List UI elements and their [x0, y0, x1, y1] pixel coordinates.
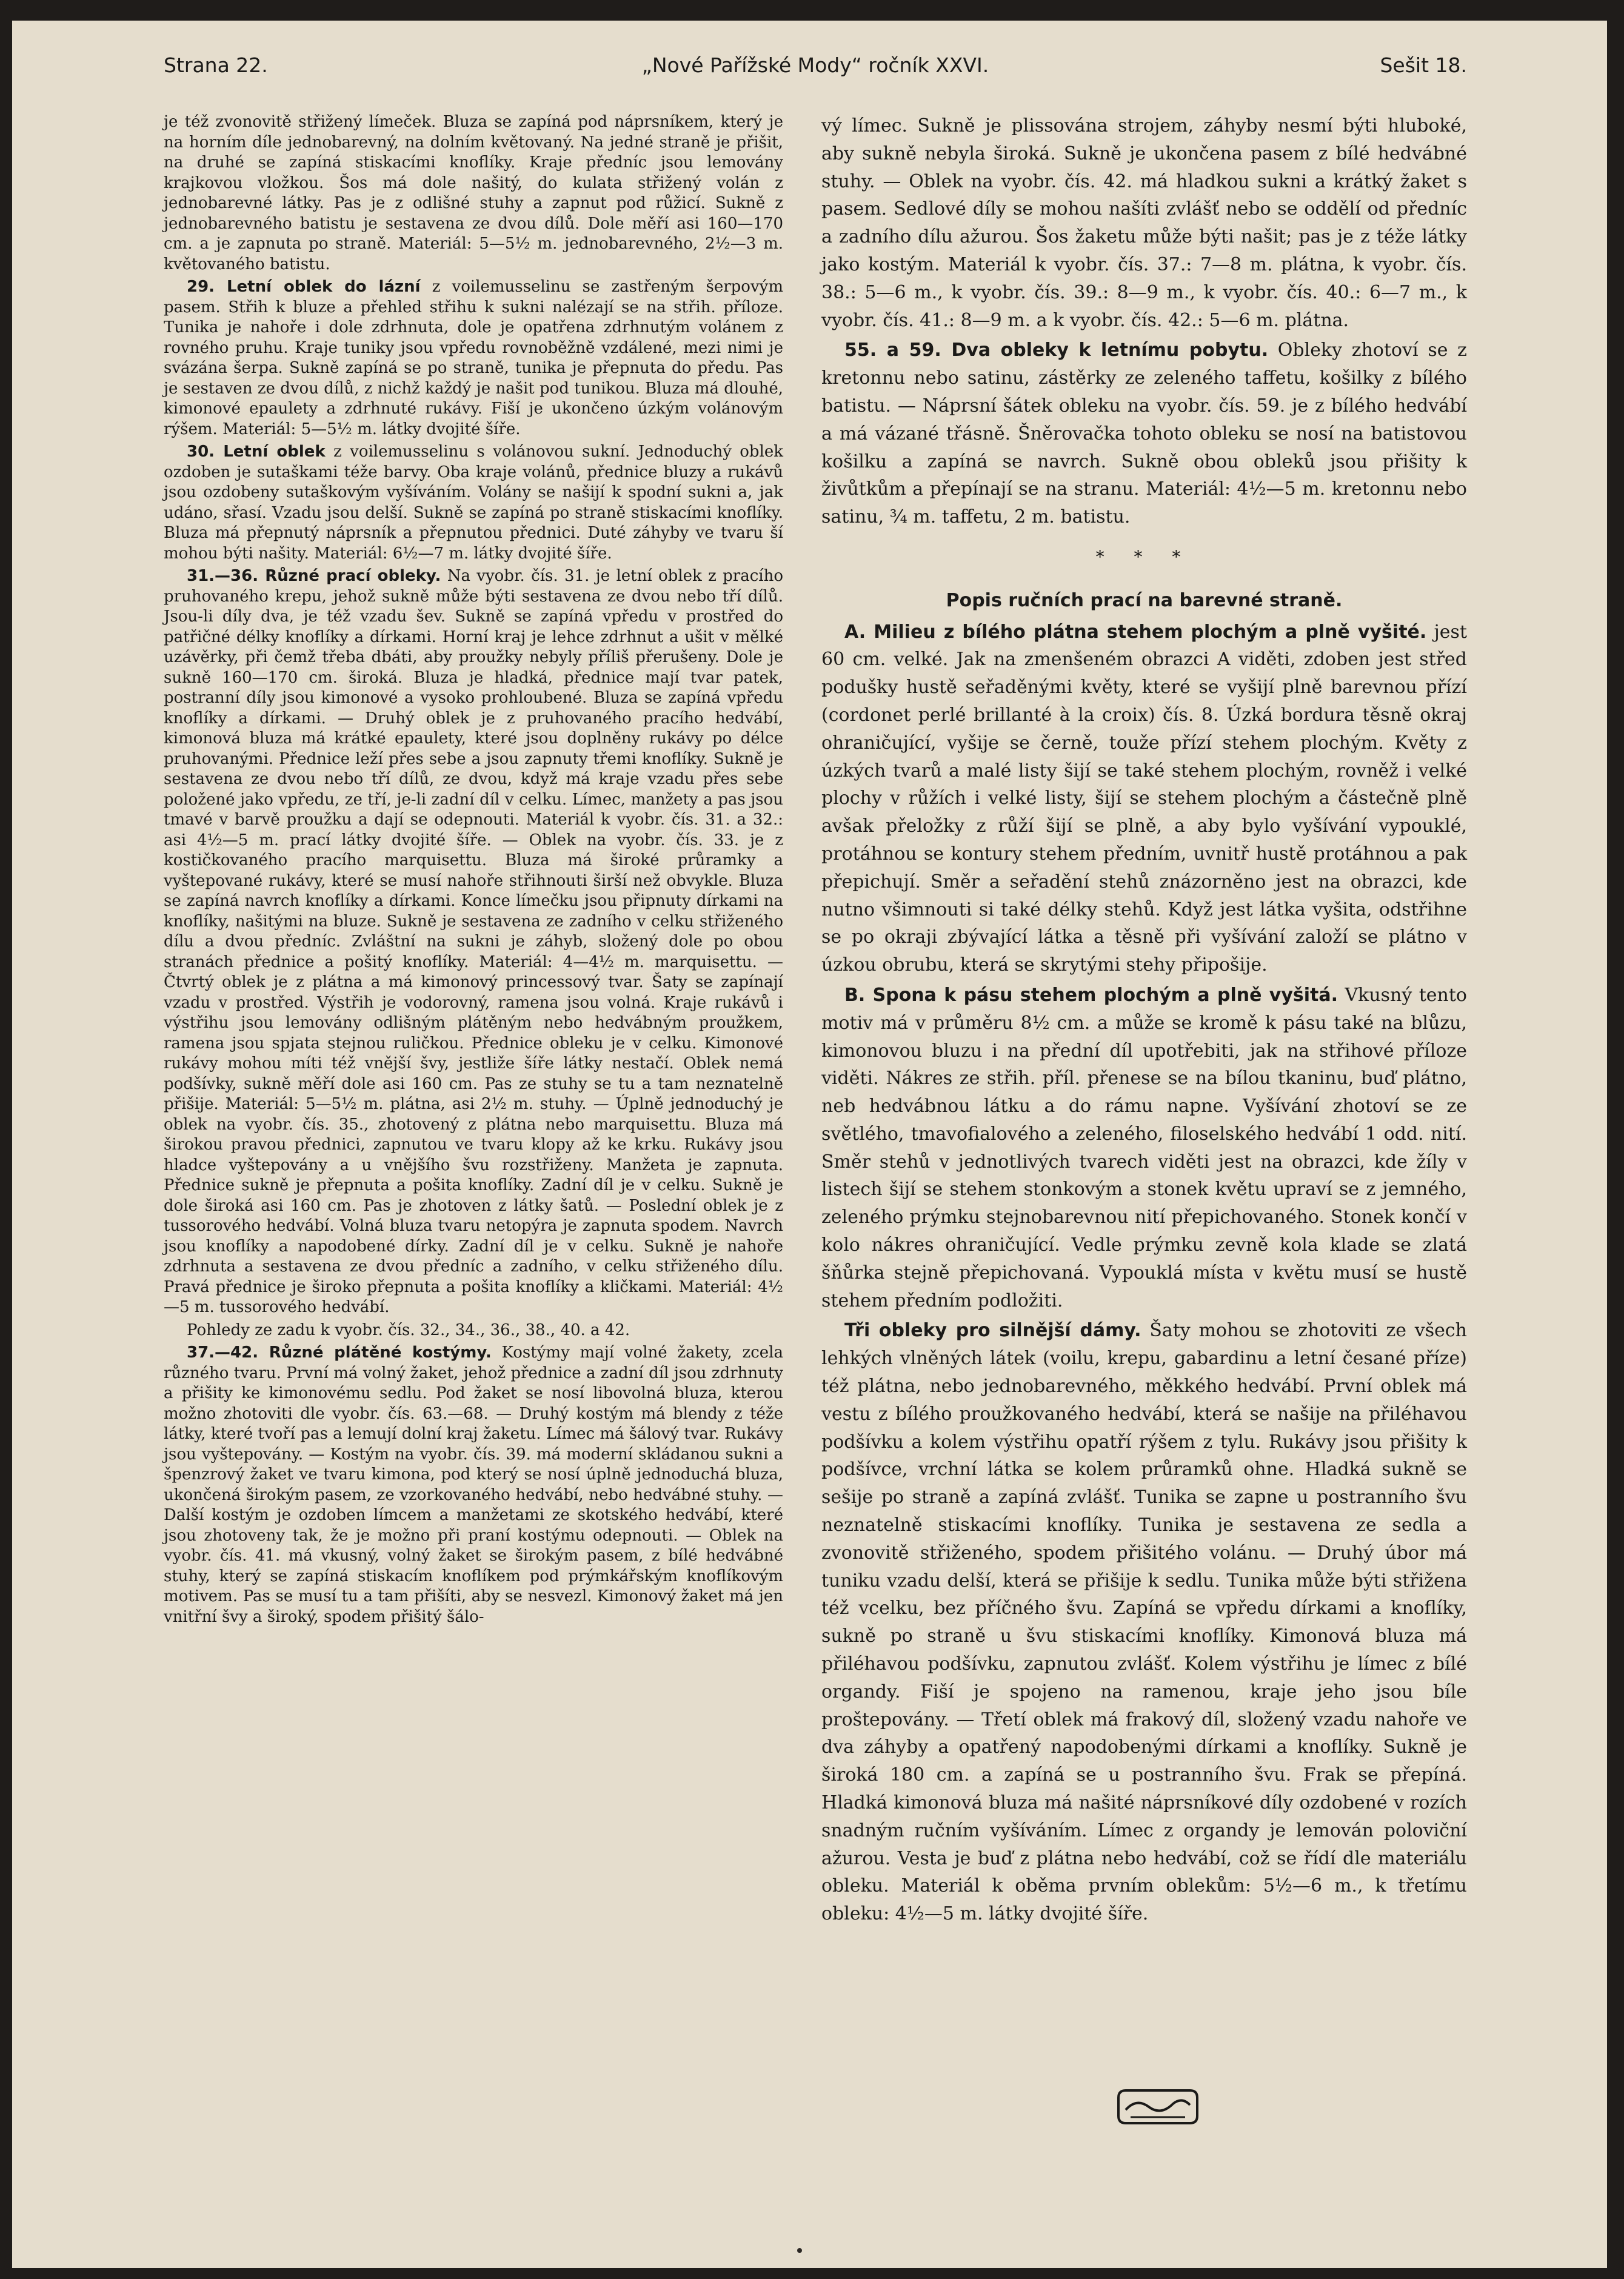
paragraph: Pohledy ze zadu k vyobr. čís. 32., 34., 36., 38., 40. a 42.	[187, 1320, 630, 1339]
paragraph: Tři obleky pro silnější dámy. Šaty mohou se zhotoviti ze všech lehkých vlněných látek (voilu, krepu, gabardinu a letní česané příze) též plátna, nebo jednobarevného, měkkého hedvábí. První oblek má vestu z bílého proužkovaného hedvábí, která se našije na přiléhavou podšívku a kolem výstřihu opatří rýšem z tylu. Rukávy jsou přišity k podšívce, vrchní látka se kolem průramků ohne. Hladká sukně se sešije po straně a zapíná zvlášť. Tunika se zapne u postranního švu neznatelně stiskacími knoflíky. Tunika je sestavena ze sedla a zvonovitě střiženého, spodem přišitého volánu. — Druhý úbor má tuniku vzadu delší, která se přišije k sedlu. Tunika může býti střižena též vcelku, bez příčného švu. Zapíná se vpředu dírkami a knoflíky, sukně po straně u švu stiskacími knoflíky. Kimonová bluza má přiléhavou podšívku, zapnutou zvlášť. Kolem výstřihu je límec z bílé organdy. Fiší je spojeno na ramenou, kraje jeho jsou bíle proštepovány. — Třetí oblek má frakový díl, složený vzadu nahoře ve dva záhyby a opatřený napodobenými dírkami a knoflíky. Sukně je široká 180 cm. a zapíná se u postranního švu. Frak se přepíná. Hladká kimonová bluza má našité náprsníkové díly ozdobené v rozích snadným ručním vyšíváním. Límec z organdy je lemován poloviční ažurou. Vesta je buď z plátna nebo hedvábí, což se řídí dle materiálu obleku. Materiál k oběma prvním oblekům: 5½—6 m., k třetímu obleku: 4½—5 m. látky dvojité šíře.	[821, 1320, 1467, 1925]
section-divider-stars: * * *	[1095, 546, 1193, 567]
header-journal-title: „Nové Pařížské Mody“ ročník XXVI.	[641, 53, 989, 77]
paragraph: 29. Letní oblek do lázní z voilemusselinu se zastřeným šerpovým pasem. Střih k bluze a přehled střihu k sukni nalézají se na střih. příloze. Tunika je nahoře i dole zdrhnuta, dole je opatřena zdrhnutým volánem z rovného pruhu. Kraje tuniky jsou vpředu rovnoběžně vzdálené, mezi nimi je svázána šerpa. Sukně zapíná se po straně, tunika je přepnuta do předu. Pas je sestaven ze dvou dílů, z nichž každý je našit pod tunikou. Bluza má dlouhé, kimonové epaulety a zdrhnuté rukávy. Fiší je ukončeno úzkým volánovým rýšem. Materiál: 5—5½ m. látky dvojité šíře.	[164, 278, 783, 438]
page-content	[164, 42, 1467, 2249]
scan-edge-right	[1607, 0, 1624, 2279]
header-issue-number: Sešit 18.	[1380, 53, 1467, 77]
bottom-mark	[797, 2248, 802, 2253]
paragraph: 37.—42. Různé plátěné kostýmy. Kostýmy mají volné žakety, zcela různého tvaru. První má volný žaket, jehož přednice a zadní díl jsou zdrhnuty a přišity ke kimonovému sedlu. Pod žaket se nosí libovolná bluza, kterou možno zhotoviti dle vyobr. čís. 63.—68. — Druhý kostým má blendy z téže látky, které tvoří pas a lemují dolní kraj žaketu. Límec má šálový tvar. Rukávy jsou vyštepovány. — Kostým na vyobr. čís. 39. má moderní skládanou sukni a špenzrový žaket ve tvaru kimona, pod který se nosí úplně jednoduchá bluza, ukončená širokým pasem, ze vzorkovaného hedvábí, nebo hedvábné stuhy. — Další kostým je ozdoben límcem a manžetami ze skotského hedvábí, které jsou zhotoveny tak, že je možno při praní kostýmu odepnouti. — Oblek na vyobr. čís. 41. má vkusný, volný žaket se širokým pasem, z bílé hedvábné stuhy, který se zapíná stiskacím knoflíkem pod prýmkářským knoflíkovým motivem. Pas se musí tu a tam přišíti, aby se nesvezl. Kimonový žaket má jen vnitřní švy a široký, spodem přišitý šálo-	[164, 1344, 783, 1626]
section-title: Popis ručních prací na barevné straně.	[946, 589, 1343, 611]
scan-edge-top	[0, 0, 1624, 21]
left-column	[164, 112, 783, 1627]
paragraph: 55. a 59. Dva obleky k letnímu pobytu. Obleky zhotoví se z kretonnu nebo satinu, zástěrky ze zeleného taffetu, košilky z bílého batistu. — Náprsní šátek obleku na vyobr. čís. 59. je z bílého hedvábí a má vázané třásně. Šněrovačka tohoto obleku se nosí na batistovou košilku a zapíná se navrch. Sukně obou obleků jsou přišity k živůtkům a přepínají se na stranu. Materiál: 4½—5 m. kretonnu nebo satinu, ¾ m. taffetu, 2 m. batistu.	[821, 340, 1467, 528]
header-page-number: Strana 22.	[164, 53, 268, 77]
running-header	[164, 42, 1467, 79]
paragraph: 30. Letní oblek z voilemusselinu s volánovou sukní. Jednoduchý oblek ozdoben je sutaškami téže barvy. Oba kraje volánů, přednice bluzy a rukávů jsou ozdobeny sutaškovým vyšíváním. Volány se našijí k spodní sukni a, jak udáno, sřasí. Vzadu jsou delší. Sukně se zapíná po straně stiskacími knoflíky. Bluza má přepnutý náprsník a přepnutou přednici. Duté záhyby ve tvaru ší mohou býti našity. Materiál: 6½—7 m. látky dvojité šíře.	[164, 443, 783, 563]
right-column	[821, 112, 1467, 1928]
paragraph: je též zvonovitě střižený límeček. Bluza se zapíná pod náprsníkem, který je na horním díle jednobarevný, na dolním květovaný. Na jedné straně je přišit, na druhé se zapíná stiskacími knoflíky. Kraje předníc jsou lemovány krajkovou vložkou. Šos má dole našitý, do kulata střižený volán z jednobarevné látky. Pas je z odlišné stuhy a zapnut pod růžicí. Sukně z jednobarevného batistu je sestavena ze dvou dílů. Dole měří asi 160—170 cm. a je zapnuta po straně. Materiál: 5—5½ m. jednobarevného, 2½—3 m. květovaného batistu.	[164, 113, 783, 273]
end-ornament-icon	[1112, 2086, 1203, 2128]
scan-edge-left	[0, 0, 12, 2279]
paragraph: A. Milieu z bílého plátna stehem plochým a plně vyšité. jest 60 cm. velké. Jak na zmenšeném obrazci A viděti, zdoben jest střed podušky hustě seřaděnými květy, které se vyšijí plně barevnou přízí (cordonet perlé brillanté à la croix) čís. 8. Úzká bordura těsně okraj ohraničující, vyšije se černě, touže přízí stehem plochým. Květy z úzkých tvarů a malé listy šijí se také stehem plochým, rovněž i velké plochy v růžích i velké listy, šijí se stehem plochým a částečně plně avšak přeložky z růží šijí se plně, a aby bylo vyšívání vypouklé, protáhnou se kontury stehem předním, uvnitř hustě protáhnou a pak přepichují. Směr a seřadění stehů znázorněno jest na obrazci, kde nutno všimnouti si také délky stehů. Když jest látka vyšita, odstřihne se po okraji zbývající látka a těsně při vyšívání založí se plátno v úzkou obrubu, která se skrytými stehy připošije.	[821, 621, 1467, 976]
paragraph: vý límec. Sukně je plissována strojem, záhyby nesmí býti hluboké, aby sukně nebyla široká. Sukně je ukončena pasem z bílé hedvábné stuhy. — Oblek na vyobr. čís. 42. má hladkou sukni a krátký žaket s pasem. Sedlové díly se mohou našíti zvlášť nebo se oddělí od předníc a zadního dílu ažurou. Šos žaketu může býti našit; pas je z téže látky jako kostým. Materiál k vyobr. čís. 37.: 7—8 m. plátna, k vyobr. čís. 38.: 5—6 m., k vyobr. čís. 39.: 8—9 m., k vyobr. čís. 40.: 6—7 m., k vyobr. čís. 41.: 8—9 m. a k vyobr. čís. 42.: 5—6 m. plátna.	[821, 115, 1467, 331]
paragraph: 31.—36. Různé prací obleky. Na vyobr. čís. 31. je letní oblek z pracího pruhovaného krepu, jehož sukně může býti sestavena ze dvou nebo tří dílů. Jsou-li díly dva, je též vzadu šev. Sukně se zapíná vpředu v prostřed do patřičné délky knoflíky a dírkami. Horní kraj je lehce zdrhnut a ušit v mělké uzávěrky, při čemž třeba dbáti, aby proužky nebyly příliš přerušeny. Dole je sukně 160—170 cm. široká. Bluza je hladká, přednice mají tvar patek, postranní díly jsou kimonové a vysoko prohloubené. Bluza se zapíná vpředu knoflíky a dírkami. — Druhý oblek je z pruhovaného pracího hedvábí, kimonová bluza má krátké epaulety, které jsou doplněny rukávy po délce pruhovanými. Přednice leží přes sebe a jsou zapnuty třemi knoflíky. Sukně je sestavena ze dvou nebo tří dílů, ze dvou, když má kraje vzadu přes sebe položené jako vpředu, ze tří, je-li zadní díl v celku. Límec, manžety a pas jsou tmavé v barvě proužku a dají se odepnouti. Materiál k vyobr. čís. 31. a 32.: asi 4½—5 m. prací látky dvojité šíře. — Oblek na vyobr. čís. 33. je z kostičkovaného pracího marquisettu. Bluza má široké průramky a vyštepované rukávy, které se musí nahoře střihnouti širší než obvykle. Bluza se zapíná navrch knoflíky a dírkami. Konce límečku jsou připnuty dírkami na knoflíky, našitými na bluze. Sukně je sestavena ze zadního v celku střiženého dílu a dvou předníc. Zvláštní na sukni je záhyb, složený dole po obou stranách přednice a pošitý knoflíky. Materiál: 4—4½ m. marquisettu. — Čtvrtý oblek je z plátna a má kimonový princessový tvar. Šaty se zapínají vzadu v prostřed. Výstřih je vodorovný, ramena jsou volná. Kraje rukávů i výstřihu jsou lemovány odlišným plátěným nebo hedvábným proužkem, ramena jsou spjata stejnou ruličkou. Přednice obleku je v celku. Kimonové rukávy mohou míti též vnější švy, jestliže šíře látky nestačí. Oblek nemá podšívky, sukně měří dole asi 160 cm. Pas ze stuhy se tu a tam neznatelně přišije. Materiál: 5—5½ m. plátna, asi 2½ m. stuhy. — Úplně jednoduchý je oblek na vyobr. čís. 35., zhotovený z plátna nebo marquisettu. Bluza má širokou pravou přednici, zapnutou ve tvaru klopy až ke krku. Rukávy jsou hladce vyštepovány a u vnějšího švu rozstřiženy. Manžeta je zapnuta. Přednice sukně je přepnuta a pošita knoflíky. Zadní díl je v celku. Sukně je dole široká asi 160 cm. Pas je zhotoven z látky šatů. — Poslední oblek je z tussorového hedvábí. Volná bluza tvaru netopýra je zapnuta spodem. Navrch jsou knoflíky a napodobené dírky. Zadní díl je v celku. Sukně je nahoře zdrhnuta a sestavena ze dvou předníc a zadního, v celku střiženého dílu. Pravá přednice je široko přepnuta a pošita knoflíky a kličkami. Materiál: 4½—5 m. tussorového hedvábí.	[164, 567, 784, 1316]
paragraph: B. Spona k pásu stehem plochým a plně vyšitá. Vkusný tento motiv má v průměru 8½ cm. a může se kromě k pásu také na blůzu, kimonovou bluzu i na přední díl upotřebiti, jak na střihové příloze viděti. Nákres ze střih. příl. přenese se na bílou tkaninu, buď plátno, neb hedvábnou látku a do rámu napne. Vyšívání zhotoví se ze světlého, tmavofialového a zeleného, filoselského hedvábí 1 odd. nití. Směr stehů v jednotlivých tvarech viděti jest na obrazci, kde žíly v listech šijí se stehem stonkovým a stonek květu upraví se z jemného, zeleného prýmku stejnobarevnou nití přepichovaného. Stonek končí v kolo nákres ohraničující. Vedle prýmku zevně kola klade se zlatá šňůrka stejně přepichovaná. Vypouklá místa v květu musí se hustě stehem předním podložiti.	[821, 984, 1467, 1311]
scan-edge-bottom	[0, 2268, 1624, 2279]
